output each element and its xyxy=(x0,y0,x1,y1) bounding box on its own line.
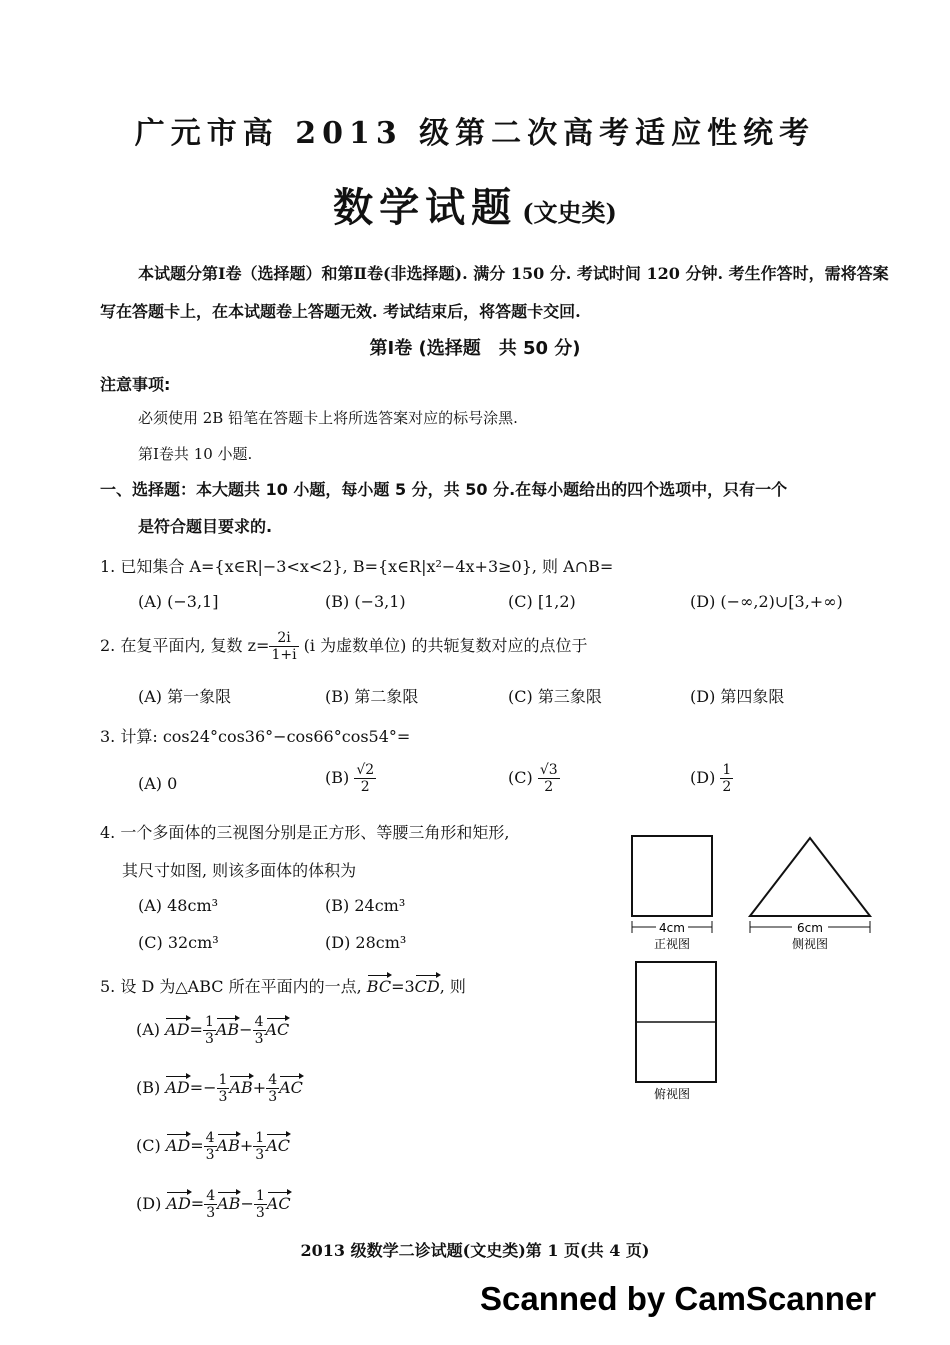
option-label: (D) xyxy=(136,1194,162,1213)
coefficient xyxy=(254,1188,267,1221)
coefficient xyxy=(253,1014,266,1047)
side-dimension-label: 6cm xyxy=(797,921,823,935)
coefficient xyxy=(217,1072,230,1105)
op: − xyxy=(239,1020,253,1039)
op: + xyxy=(239,1136,254,1155)
frac-numerator: 4 xyxy=(205,1130,215,1146)
frac-numerator: 4 xyxy=(254,1014,264,1030)
question-2-stem xyxy=(100,630,587,663)
frac-numerator: 1 xyxy=(255,1130,265,1146)
q1-option-c: (C) [1,2) xyxy=(508,592,576,611)
q5-option-d xyxy=(136,1188,291,1221)
side-view-triangle xyxy=(750,838,870,916)
q5-option-c xyxy=(136,1130,290,1163)
q3-option-d-label: (D) xyxy=(690,768,716,787)
q5-eq: =3 xyxy=(391,977,415,996)
frac-numerator: 4 xyxy=(268,1072,278,1088)
scanner-watermark: Scanned by CamScanner xyxy=(480,1280,877,1317)
front-dimension-label: 4cm xyxy=(659,921,685,935)
page-footer: 2013 级数学二诊试题(文史类)第 1 页(共 4 页) xyxy=(300,1241,650,1260)
exam-subject-title xyxy=(0,176,950,233)
vector-ac: AC xyxy=(279,1078,303,1097)
question-4-stem-cont: 其尺寸如图, 则该多面体的体积为 xyxy=(122,861,357,880)
frac-denominator: 3 xyxy=(255,1205,265,1221)
option-label: (B) xyxy=(136,1078,161,1097)
q5-stem-pre: 5. 设 D 为△ABC 所在平面内的一点, xyxy=(100,977,367,996)
q3-option-b-fraction xyxy=(354,762,376,795)
q2-option-a: (A) 第一象限 xyxy=(138,687,232,706)
front-view-label: 正视图 xyxy=(653,937,691,951)
op: + xyxy=(252,1078,267,1097)
q3-option-d-fraction xyxy=(720,762,733,795)
q4-option-b: (B) 24cm³ xyxy=(325,896,406,915)
side-view xyxy=(750,838,870,951)
q1-option-b: (B) (−3,1) xyxy=(325,592,406,611)
q1-option-a: (A) (−3,1] xyxy=(138,592,219,611)
q3-option-a: (A) 0 xyxy=(138,774,178,793)
notice-title: 注意事项: xyxy=(100,375,171,394)
vector-bc: BC xyxy=(366,977,392,996)
frac-denominator: 3 xyxy=(205,1147,215,1163)
coefficient xyxy=(203,1014,216,1047)
frac-numerator: 4 xyxy=(206,1188,216,1204)
q2-frac-denominator: 1+i xyxy=(271,647,297,663)
subject-title: 数学试题 xyxy=(333,184,518,231)
vector-ab: AB xyxy=(217,1194,241,1213)
q3-option-c xyxy=(508,762,560,795)
op: =− xyxy=(189,1078,217,1097)
exam-instructions: 本试题分第Ⅰ卷（选择题）和第Ⅱ卷(非选择题). 满分 150 分. 考试时间 120 分钟. 考生作答时，需将答案写在答题卡上，在本试题卷上答题无效. 考试结束后，将答题卡交回. xyxy=(100,264,889,321)
top-view xyxy=(636,962,716,1101)
op: − xyxy=(240,1194,254,1213)
frac-denominator: 3 xyxy=(218,1089,228,1105)
vector-ac: AC xyxy=(266,1136,290,1155)
frac-denominator: 3 xyxy=(268,1089,278,1105)
vector-ad: AD xyxy=(165,1078,190,1097)
notice-line: 第Ⅰ卷共 10 小题. xyxy=(138,445,253,463)
frac-numerator: √3 xyxy=(539,762,558,778)
frac-denominator: 2 xyxy=(360,779,370,795)
frac-denominator: 3 xyxy=(206,1205,216,1221)
frac-denominator: 2 xyxy=(722,779,732,795)
vector-ad: AD xyxy=(165,1020,190,1039)
frac-denominator: 2 xyxy=(544,779,554,795)
question-4-stem: 4. 一个多面体的三视图分别是正方形、等腰三角形和矩形, xyxy=(100,823,510,842)
op: = xyxy=(189,1020,203,1039)
q2-stem-post: (i 为虚数单位) 的共轭复数对应的点位于 xyxy=(298,636,588,655)
q5-option-b xyxy=(136,1072,303,1105)
frac-numerator: 1 xyxy=(204,1014,214,1030)
q4-option-c: (C) 32cm³ xyxy=(138,933,219,952)
q4-option-d: (D) 28cm³ xyxy=(325,933,407,952)
q2-stem-pre: 2. 在复平面内, 复数 z= xyxy=(100,636,270,655)
notice-line: 必须使用 2B 铅笔在答题卡上将所选答案对应的标号涂黑. xyxy=(138,409,518,427)
side-view-label: 侧视图 xyxy=(791,937,829,951)
q4-option-a: (A) 48cm³ xyxy=(138,896,219,915)
subject-category: (文史类) xyxy=(522,198,617,227)
op: = xyxy=(190,1136,204,1155)
question-1-stem: 1. 已知集合 A={x∈R|−3<x<2}, B={x∈R|x²−4x+3≥0}, 则 A∩B= xyxy=(100,557,614,576)
frac-denominator: 3 xyxy=(204,1031,214,1047)
q2-fraction xyxy=(269,630,298,663)
question-3-stem: 3. 计算: cos24°cos36°−cos66°cos54°= xyxy=(100,727,411,746)
coefficient xyxy=(266,1072,279,1105)
coefficient xyxy=(204,1130,217,1163)
three-view-figure xyxy=(620,830,890,1110)
q2-option-b: (B) 第二象限 xyxy=(325,687,419,706)
option-label: (A) xyxy=(136,1020,161,1039)
frac-numerator: 1 xyxy=(218,1072,228,1088)
top-view-label: 俯视图 xyxy=(653,1087,691,1101)
front-view xyxy=(632,836,712,951)
q3-option-c-label: (C) xyxy=(508,768,533,787)
q3-option-d xyxy=(690,762,733,795)
q2-frac-numerator: 2i xyxy=(269,630,298,647)
question-5-stem xyxy=(100,974,466,997)
part-instructions-cont: 是符合题目要求的. xyxy=(138,517,273,536)
frac-denominator: 3 xyxy=(254,1031,264,1047)
q1-option-d: (D) (−∞,2)∪[3,+∞) xyxy=(690,592,843,611)
coefficient xyxy=(204,1188,217,1221)
front-view-square xyxy=(632,836,712,916)
section-title: 第Ⅰ卷 (选择题 共 50 分) xyxy=(369,338,581,359)
q2-option-d: (D) 第四象限 xyxy=(690,687,785,706)
frac-numerator: 1 xyxy=(722,762,732,778)
frac-denominator: 3 xyxy=(255,1147,265,1163)
vector-ab: AB xyxy=(215,1020,240,1039)
q3-option-b xyxy=(325,762,376,795)
vector-ac: AC xyxy=(265,1020,290,1039)
q3-option-b-label: (B) xyxy=(325,768,350,787)
option-label: (C) xyxy=(136,1136,161,1155)
q5-stem-post: , 则 xyxy=(439,977,466,996)
exam-title-line: 广元市高 2013 级第二次高考适应性统考 xyxy=(134,116,816,151)
q3-option-c-fraction xyxy=(538,762,560,795)
coefficient xyxy=(253,1130,266,1163)
vector-ab: AB xyxy=(216,1136,240,1155)
vector-cd: CD xyxy=(414,977,440,996)
vector-ac: AC xyxy=(266,1194,291,1213)
vector-ad: AD xyxy=(165,1136,191,1155)
vector-ab: AB xyxy=(229,1078,253,1097)
part-instructions: 一、选择题：本大题共 10 小题，每小题 5 分，共 50 分.在每小题给出的四个选项中，只有一个 xyxy=(100,480,788,499)
q2-option-c: (C) 第三象限 xyxy=(508,687,602,706)
q5-option-a xyxy=(136,1014,289,1047)
vector-ad: AD xyxy=(166,1194,191,1213)
frac-numerator: √2 xyxy=(356,762,375,778)
op: = xyxy=(190,1194,205,1213)
frac-numerator: 1 xyxy=(255,1188,265,1204)
